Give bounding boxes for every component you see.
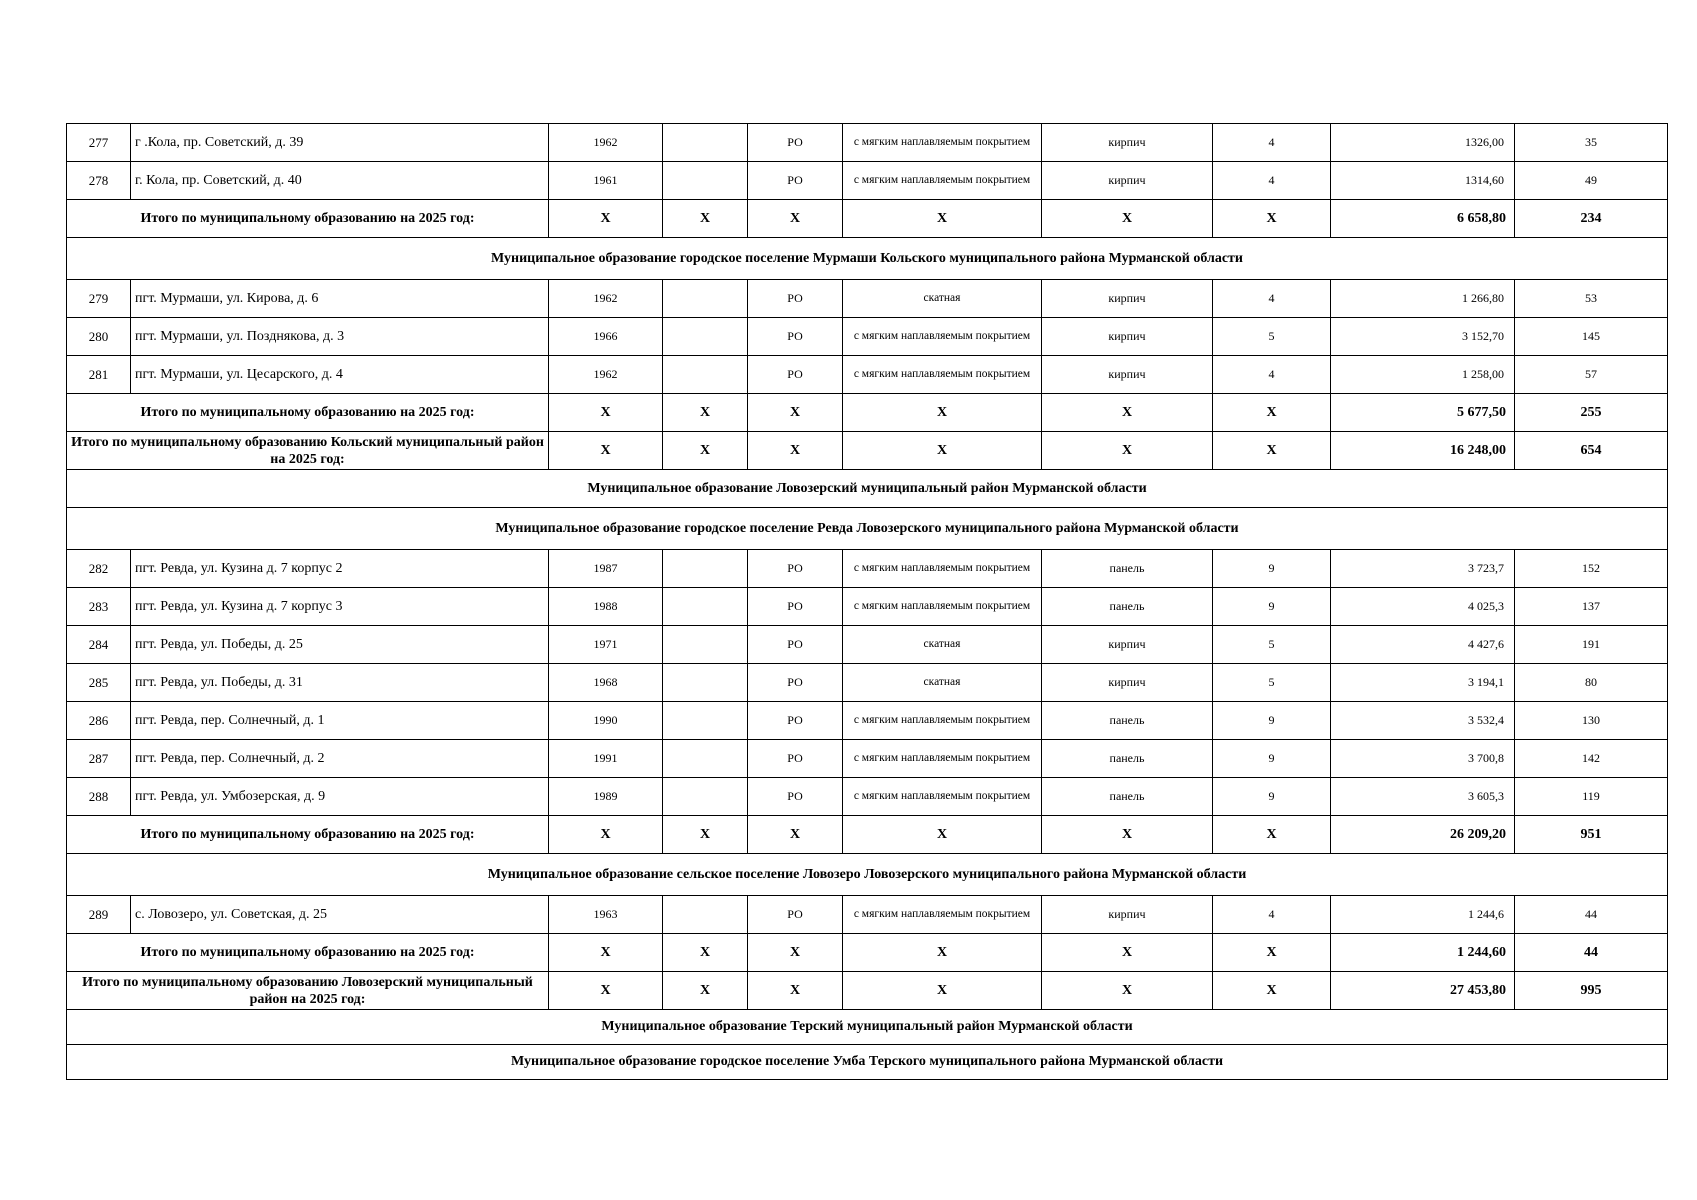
empty-cell	[663, 740, 748, 778]
address-cell: г. Кола, пр. Советский, д. 40	[131, 162, 549, 200]
floors-cell: 9	[1213, 550, 1331, 588]
roof-type-cell: с мягким наплавляемым покрытием	[843, 702, 1042, 740]
owner-cell: РО	[748, 740, 843, 778]
address-cell: с. Ловозеро, ул. Советская, д. 25	[131, 896, 549, 934]
total-x-cell: X	[663, 200, 748, 238]
total-residents-cell: 234	[1515, 200, 1668, 238]
address-cell: пгт. Ревда, ул. Победы, д. 25	[131, 626, 549, 664]
section-header-row	[67, 1045, 1668, 1080]
empty-cell	[663, 550, 748, 588]
section-header-cell: Муниципальное образование сельское поселение Ловозеро Ловозерского муниципального района Мурманской области	[67, 854, 1668, 896]
table-row	[67, 896, 1668, 934]
total-label-cell: Итого по муниципальному образованию на 2025 год:	[67, 934, 549, 972]
total-x-cell: X	[748, 816, 843, 854]
floors-cell: 9	[1213, 778, 1331, 816]
residents-cell: 80	[1515, 664, 1668, 702]
total-x-cell: X	[748, 432, 843, 470]
section-header-row	[67, 1010, 1668, 1045]
wall-material-cell: кирпич	[1042, 664, 1213, 702]
owner-cell: РО	[748, 588, 843, 626]
total-x-cell: X	[748, 934, 843, 972]
owner-cell: РО	[748, 702, 843, 740]
total-row	[67, 394, 1668, 432]
row-number-cell: 278	[67, 162, 131, 200]
row-number-cell: 279	[67, 280, 131, 318]
total-x-cell: X	[549, 816, 663, 854]
roof-type-cell: с мягким наплавляемым покрытием	[843, 550, 1042, 588]
total-row	[67, 934, 1668, 972]
address-cell: пгт. Мурмаши, ул. Позднякова, д. 3	[131, 318, 549, 356]
section-header-cell: Муниципальное образование Терский муниципальный район Мурманской области	[67, 1010, 1668, 1045]
total-x-cell: X	[843, 972, 1042, 1010]
total-x-cell: X	[663, 972, 748, 1010]
owner-cell: РО	[748, 124, 843, 162]
area-cell: 1 244,6	[1331, 896, 1515, 934]
year-cell: 1962	[549, 280, 663, 318]
total-residents-cell: 255	[1515, 394, 1668, 432]
total-row	[67, 432, 1668, 470]
wall-material-cell: панель	[1042, 778, 1213, 816]
total-area-cell: 16 248,00	[1331, 432, 1515, 470]
total-x-cell: X	[748, 200, 843, 238]
residents-cell: 137	[1515, 588, 1668, 626]
total-residents-cell: 44	[1515, 934, 1668, 972]
year-cell: 1988	[549, 588, 663, 626]
total-label-cell: Итого по муниципальному образованию Ловозерский муниципальный район на 2025 год:	[67, 972, 549, 1010]
total-x-cell: X	[1213, 972, 1331, 1010]
total-label-cell: Итого по муниципальному образованию на 2025 год:	[67, 394, 549, 432]
floors-cell: 4	[1213, 356, 1331, 394]
table-row	[67, 550, 1668, 588]
area-cell: 3 152,70	[1331, 318, 1515, 356]
owner-cell: РО	[748, 626, 843, 664]
year-cell: 1962	[549, 356, 663, 394]
owner-cell: РО	[748, 318, 843, 356]
row-number-cell: 282	[67, 550, 131, 588]
residents-cell: 44	[1515, 896, 1668, 934]
wall-material-cell: панель	[1042, 550, 1213, 588]
residents-cell: 191	[1515, 626, 1668, 664]
residents-cell: 35	[1515, 124, 1668, 162]
table-row	[67, 778, 1668, 816]
table-row	[67, 626, 1668, 664]
total-row	[67, 972, 1668, 1010]
year-cell: 1961	[549, 162, 663, 200]
empty-cell	[663, 896, 748, 934]
total-area-cell: 26 209,20	[1331, 816, 1515, 854]
owner-cell: РО	[748, 664, 843, 702]
row-number-cell: 285	[67, 664, 131, 702]
housing-register-table	[66, 123, 1668, 1080]
section-header-row	[67, 508, 1668, 550]
residents-cell: 152	[1515, 550, 1668, 588]
wall-material-cell: кирпич	[1042, 356, 1213, 394]
total-x-cell: X	[843, 816, 1042, 854]
empty-cell	[663, 162, 748, 200]
empty-cell	[663, 124, 748, 162]
table-row	[67, 162, 1668, 200]
row-number-cell: 288	[67, 778, 131, 816]
total-x-cell: X	[1213, 934, 1331, 972]
residents-cell: 49	[1515, 162, 1668, 200]
total-label-cell: Итого по муниципальному образованию Кольский муниципальный район на 2025 год:	[67, 432, 549, 470]
total-x-cell: X	[1042, 432, 1213, 470]
total-x-cell: X	[748, 972, 843, 1010]
empty-cell	[663, 588, 748, 626]
roof-type-cell: с мягким наплавляемым покрытием	[843, 778, 1042, 816]
wall-material-cell: панель	[1042, 588, 1213, 626]
row-number-cell: 277	[67, 124, 131, 162]
owner-cell: РО	[748, 356, 843, 394]
total-x-cell: X	[843, 934, 1042, 972]
wall-material-cell: кирпич	[1042, 896, 1213, 934]
address-cell: пгт. Ревда, пер. Солнечный, д. 2	[131, 740, 549, 778]
year-cell: 1990	[549, 702, 663, 740]
floors-cell: 4	[1213, 896, 1331, 934]
total-x-cell: X	[748, 394, 843, 432]
row-number-cell: 286	[67, 702, 131, 740]
address-cell: г .Кола, пр. Советский, д. 39	[131, 124, 549, 162]
total-row	[67, 200, 1668, 238]
residents-cell: 142	[1515, 740, 1668, 778]
year-cell: 1968	[549, 664, 663, 702]
area-cell: 4 427,6	[1331, 626, 1515, 664]
roof-type-cell: с мягким наплавляемым покрытием	[843, 124, 1042, 162]
row-number-cell: 287	[67, 740, 131, 778]
residents-cell: 130	[1515, 702, 1668, 740]
address-cell: пгт. Мурмаши, ул. Цесарского, д. 4	[131, 356, 549, 394]
table-row	[67, 124, 1668, 162]
total-x-cell: X	[1042, 934, 1213, 972]
floors-cell: 5	[1213, 318, 1331, 356]
floors-cell: 5	[1213, 626, 1331, 664]
total-x-cell: X	[1042, 394, 1213, 432]
year-cell: 1963	[549, 896, 663, 934]
owner-cell: РО	[748, 280, 843, 318]
area-cell: 3 194,1	[1331, 664, 1515, 702]
total-area-cell: 1 244,60	[1331, 934, 1515, 972]
row-number-cell: 280	[67, 318, 131, 356]
wall-material-cell: кирпич	[1042, 162, 1213, 200]
total-x-cell: X	[843, 394, 1042, 432]
total-x-cell: X	[549, 972, 663, 1010]
wall-material-cell: кирпич	[1042, 626, 1213, 664]
total-x-cell: X	[1042, 816, 1213, 854]
area-cell: 1 258,00	[1331, 356, 1515, 394]
total-x-cell: X	[1042, 200, 1213, 238]
area-cell: 4 025,3	[1331, 588, 1515, 626]
total-x-cell: X	[663, 432, 748, 470]
residents-cell: 145	[1515, 318, 1668, 356]
total-x-cell: X	[549, 432, 663, 470]
section-header-cell: Муниципальное образование Ловозерский муниципальный район Мурманской области	[67, 470, 1668, 508]
total-x-cell: X	[1213, 200, 1331, 238]
address-cell: пгт. Ревда, ул. Кузина д. 7 корпус 2	[131, 550, 549, 588]
empty-cell	[663, 778, 748, 816]
total-area-cell: 27 453,80	[1331, 972, 1515, 1010]
address-cell: пгт. Ревда, пер. Солнечный, д. 1	[131, 702, 549, 740]
wall-material-cell: кирпич	[1042, 124, 1213, 162]
total-residents-cell: 654	[1515, 432, 1668, 470]
owner-cell: РО	[748, 778, 843, 816]
total-label-cell: Итого по муниципальному образованию на 2025 год:	[67, 816, 549, 854]
total-x-cell: X	[1042, 972, 1213, 1010]
year-cell: 1962	[549, 124, 663, 162]
section-header-cell: Муниципальное образование городское поселение Умба Терского муниципального района Мурманской области	[67, 1045, 1668, 1080]
area-cell: 1326,00	[1331, 124, 1515, 162]
residents-cell: 119	[1515, 778, 1668, 816]
total-residents-cell: 995	[1515, 972, 1668, 1010]
section-header-row	[67, 470, 1668, 508]
table-row	[67, 280, 1668, 318]
empty-cell	[663, 626, 748, 664]
section-header-row	[67, 238, 1668, 280]
area-cell: 3 700,8	[1331, 740, 1515, 778]
floors-cell: 9	[1213, 588, 1331, 626]
owner-cell: РО	[748, 162, 843, 200]
wall-material-cell: панель	[1042, 702, 1213, 740]
floors-cell: 4	[1213, 162, 1331, 200]
year-cell: 1989	[549, 778, 663, 816]
floors-cell: 4	[1213, 280, 1331, 318]
total-x-cell: X	[843, 200, 1042, 238]
total-x-cell: X	[549, 200, 663, 238]
row-number-cell: 289	[67, 896, 131, 934]
total-x-cell: X	[1213, 816, 1331, 854]
roof-type-cell: с мягким наплавляемым покрытием	[843, 740, 1042, 778]
floors-cell: 9	[1213, 740, 1331, 778]
table-row	[67, 664, 1668, 702]
total-x-cell: X	[1213, 432, 1331, 470]
year-cell: 1987	[549, 550, 663, 588]
row-number-cell: 281	[67, 356, 131, 394]
total-x-cell: X	[843, 432, 1042, 470]
table-row	[67, 702, 1668, 740]
empty-cell	[663, 280, 748, 318]
row-number-cell: 283	[67, 588, 131, 626]
total-row	[67, 816, 1668, 854]
total-x-cell: X	[549, 394, 663, 432]
roof-type-cell: с мягким наплавляемым покрытием	[843, 318, 1042, 356]
roof-type-cell: скатная	[843, 664, 1042, 702]
table-body	[67, 124, 1668, 1080]
roof-type-cell: с мягким наплавляемым покрытием	[843, 588, 1042, 626]
empty-cell	[663, 356, 748, 394]
total-area-cell: 6 658,80	[1331, 200, 1515, 238]
roof-type-cell: с мягким наплавляемым покрытием	[843, 356, 1042, 394]
roof-type-cell: с мягким наплавляемым покрытием	[843, 896, 1042, 934]
year-cell: 1971	[549, 626, 663, 664]
table-row	[67, 356, 1668, 394]
row-number-cell: 284	[67, 626, 131, 664]
roof-type-cell: скатная	[843, 280, 1042, 318]
section-header-cell: Муниципальное образование городское поселение Ревда Ловозерского муниципального района Мурманской области	[67, 508, 1668, 550]
area-cell: 3 723,7	[1331, 550, 1515, 588]
year-cell: 1966	[549, 318, 663, 356]
total-x-cell: X	[1213, 394, 1331, 432]
roof-type-cell: с мягким наплавляемым покрытием	[843, 162, 1042, 200]
address-cell: пгт. Мурмаши, ул. Кирова, д. 6	[131, 280, 549, 318]
address-cell: пгт. Ревда, ул. Кузина д. 7 корпус 3	[131, 588, 549, 626]
floors-cell: 4	[1213, 124, 1331, 162]
floors-cell: 9	[1213, 702, 1331, 740]
wall-material-cell: панель	[1042, 740, 1213, 778]
total-x-cell: X	[549, 934, 663, 972]
address-cell: пгт. Ревда, ул. Победы, д. 31	[131, 664, 549, 702]
area-cell: 1314,60	[1331, 162, 1515, 200]
total-label-cell: Итого по муниципальному образованию на 2025 год:	[67, 200, 549, 238]
year-cell: 1991	[549, 740, 663, 778]
total-residents-cell: 951	[1515, 816, 1668, 854]
area-cell: 1 266,80	[1331, 280, 1515, 318]
address-cell: пгт. Ревда, ул. Умбозерская, д. 9	[131, 778, 549, 816]
empty-cell	[663, 664, 748, 702]
empty-cell	[663, 702, 748, 740]
total-x-cell: X	[663, 934, 748, 972]
residents-cell: 53	[1515, 280, 1668, 318]
owner-cell: РО	[748, 896, 843, 934]
section-header-cell: Муниципальное образование городское поселение Мурмаши Кольского муниципального района Мурманской области	[67, 238, 1668, 280]
table-row	[67, 588, 1668, 626]
total-area-cell: 5 677,50	[1331, 394, 1515, 432]
table-row	[67, 318, 1668, 356]
section-header-row	[67, 854, 1668, 896]
wall-material-cell: кирпич	[1042, 318, 1213, 356]
total-x-cell: X	[663, 816, 748, 854]
floors-cell: 5	[1213, 664, 1331, 702]
total-x-cell: X	[663, 394, 748, 432]
empty-cell	[663, 318, 748, 356]
table-row	[67, 740, 1668, 778]
residents-cell: 57	[1515, 356, 1668, 394]
wall-material-cell: кирпич	[1042, 280, 1213, 318]
area-cell: 3 605,3	[1331, 778, 1515, 816]
roof-type-cell: скатная	[843, 626, 1042, 664]
area-cell: 3 532,4	[1331, 702, 1515, 740]
owner-cell: РО	[748, 550, 843, 588]
